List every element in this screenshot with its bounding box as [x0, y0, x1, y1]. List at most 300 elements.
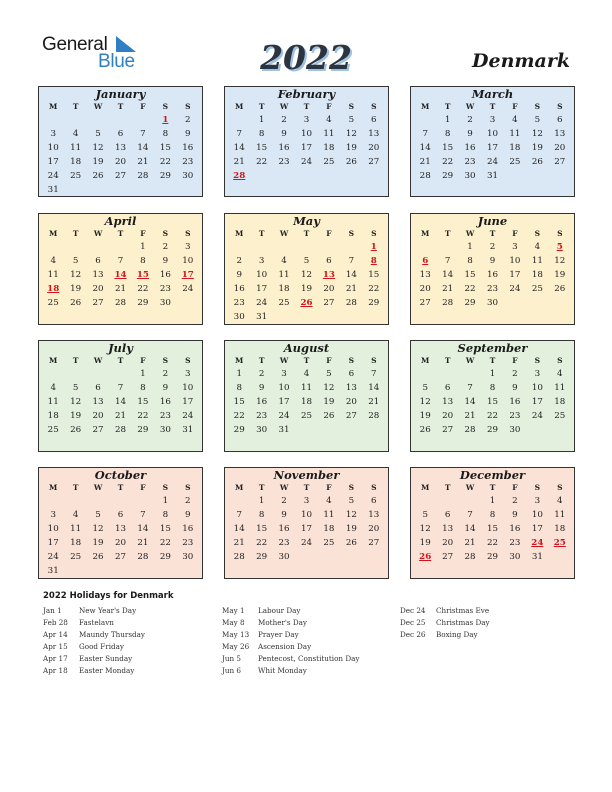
day-cell: 11: [554, 383, 566, 393]
week-row: [411, 550, 574, 564]
day-cell: 25: [278, 298, 290, 308]
day-cell: 20: [368, 524, 380, 534]
holiday-day-cell: 1: [370, 242, 377, 252]
holiday-item: [222, 665, 359, 677]
week-row: [225, 494, 388, 508]
day-cell: 19: [419, 538, 431, 548]
day-cell: 17: [47, 157, 59, 167]
weekday-label: S: [185, 102, 191, 111]
day-cell: 13: [442, 397, 454, 407]
day-cell: 26: [345, 538, 357, 548]
logo-general-text: General: [42, 34, 108, 55]
day-cell: 25: [531, 284, 543, 294]
empty-day-cell: [436, 240, 458, 254]
week-row: [411, 113, 574, 127]
empty-day-cell: [132, 564, 154, 578]
day-cell: 16: [159, 397, 171, 407]
week-row: [225, 310, 388, 324]
day-cell: 26: [531, 157, 543, 167]
weekday-label: F: [140, 102, 146, 111]
week-row: [225, 550, 388, 564]
day-cell: 30: [159, 425, 171, 435]
day-cell: 25: [509, 157, 521, 167]
weekday-label: M: [421, 356, 430, 365]
day-cell: 11: [323, 129, 335, 139]
empty-day-cell: [177, 296, 199, 310]
weekday-label: W: [93, 483, 103, 492]
holiday-date: Apr 17: [43, 654, 68, 663]
week-row: [39, 240, 202, 254]
week-row: [39, 423, 202, 437]
empty-day-cell: [109, 564, 131, 578]
day-cell: 16: [233, 284, 245, 294]
empty-day-cell: [459, 367, 481, 381]
week-row: [225, 141, 388, 155]
holiday-column: [43, 605, 145, 677]
holiday-day-cell: 15: [136, 270, 149, 280]
day-cell: 21: [137, 157, 149, 167]
day-cell: 19: [323, 397, 335, 407]
day-cell: 3: [185, 369, 191, 379]
day-cell: 2: [185, 496, 191, 506]
weekday-label: S: [162, 229, 169, 238]
day-cell: 3: [303, 115, 310, 125]
day-cell: 10: [182, 256, 194, 266]
holiday-name: New Year's Day: [79, 606, 137, 615]
day-cell: 8: [162, 510, 169, 520]
day-cell: 26: [419, 425, 431, 435]
empty-day-cell: [250, 240, 272, 254]
empty-day-cell: [340, 169, 362, 183]
day-cell: 1: [140, 242, 146, 252]
day-cell: 11: [554, 510, 566, 520]
month-name: November: [273, 468, 340, 482]
day-cell: 4: [50, 383, 56, 393]
week-row: [411, 127, 574, 141]
empty-day-cell: [504, 296, 526, 310]
month-name: August: [283, 341, 330, 355]
holiday-column: [400, 605, 490, 641]
day-cell: 10: [531, 383, 543, 393]
day-cell: 16: [278, 524, 290, 534]
day-cell: 16: [509, 397, 521, 407]
day-cell: 12: [92, 524, 104, 534]
empty-day-cell: [228, 494, 250, 508]
day-cell: 1: [162, 496, 169, 506]
day-cell: 3: [534, 369, 541, 379]
day-cell: 31: [486, 171, 499, 181]
day-cell: 11: [300, 383, 313, 393]
day-cell: 14: [137, 524, 149, 534]
day-cell: 3: [185, 242, 191, 252]
week-row: [411, 169, 574, 183]
month-september: [410, 340, 575, 452]
day-cell: 6: [348, 369, 355, 379]
day-cell: 30: [182, 171, 194, 181]
day-cell: 28: [464, 552, 476, 562]
day-cell: 5: [348, 115, 355, 125]
day-cell: 21: [464, 411, 476, 421]
day-cell: 15: [464, 270, 476, 280]
day-cell: 15: [256, 143, 268, 153]
empty-day-cell: [549, 296, 571, 310]
holiday-item: [400, 617, 490, 629]
weekday-label: F: [140, 229, 146, 238]
empty-day-cell: [228, 113, 250, 127]
empty-day-cell: [549, 550, 571, 564]
day-cell: 30: [509, 552, 521, 562]
day-cell: 25: [554, 411, 566, 421]
day-cell: 11: [47, 397, 59, 407]
weekday-label: T: [303, 356, 310, 365]
day-cell: 15: [233, 397, 245, 407]
weekday-label: F: [140, 356, 146, 365]
holiday-name: Ascension Day: [258, 642, 312, 651]
month-name: June: [477, 214, 508, 228]
day-cell: 12: [419, 397, 431, 407]
empty-day-cell: [436, 367, 458, 381]
day-cell: 9: [185, 510, 191, 520]
empty-day-cell: [109, 113, 131, 127]
weekday-header: [225, 228, 388, 240]
day-cell: 20: [345, 397, 357, 407]
holiday-day-cell: 26: [419, 552, 432, 562]
day-cell: 29: [486, 552, 499, 562]
empty-day-cell: [273, 169, 295, 183]
day-cell: 11: [278, 270, 290, 280]
day-cell: 6: [557, 115, 563, 125]
holiday-day-cell: 24: [531, 538, 544, 548]
day-cell: 2: [281, 496, 287, 506]
day-cell: 1: [258, 496, 265, 506]
month-january: [38, 86, 203, 197]
day-cell: 7: [236, 510, 242, 520]
weekday-label: W: [465, 483, 475, 492]
empty-day-cell: [154, 564, 176, 578]
weekday-label: M: [421, 483, 430, 492]
month-name: October: [94, 468, 147, 482]
holiday-name: Mother's Day: [258, 618, 307, 627]
empty-day-cell: [87, 240, 109, 254]
weekday-label: F: [326, 102, 332, 111]
day-cell: 15: [368, 270, 380, 280]
month-name: January: [95, 87, 146, 101]
day-cell: 7: [117, 256, 124, 266]
holiday-item: [222, 605, 359, 617]
day-cell: 8: [489, 510, 496, 520]
day-cell: 18: [70, 538, 82, 548]
day-cell: 14: [464, 524, 476, 534]
empty-day-cell: [318, 240, 340, 254]
week-row: [39, 395, 202, 409]
day-cell: 12: [70, 397, 82, 407]
weekday-label: T: [258, 483, 265, 492]
day-cell: 18: [554, 524, 566, 534]
year-title: 2022: [260, 38, 352, 77]
day-cell: 26: [92, 552, 104, 562]
day-cell: 12: [531, 129, 543, 139]
day-cell: 31: [47, 566, 59, 576]
weekday-header: [411, 101, 574, 113]
day-cell: 1: [489, 369, 496, 379]
week-row: [411, 522, 574, 536]
holiday-name: Fastelavn: [79, 618, 114, 627]
weekday-label: S: [557, 229, 563, 238]
day-cell: 5: [422, 383, 428, 393]
day-cell: 7: [467, 383, 473, 393]
empty-day-cell: [87, 564, 109, 578]
empty-day-cell: [273, 310, 295, 324]
holiday-date: Dec 24: [400, 606, 426, 615]
day-cell: 2: [236, 256, 242, 266]
day-cell: 28: [419, 171, 431, 181]
day-cell: 21: [233, 157, 245, 167]
day-cell: 21: [114, 411, 127, 421]
day-cell: 19: [554, 270, 566, 280]
day-cell: 28: [114, 425, 127, 435]
day-cell: 22: [368, 284, 380, 294]
weekday-label: M: [49, 102, 58, 111]
day-cell: 30: [278, 552, 290, 562]
day-cell: 23: [182, 157, 194, 167]
weekday-label: F: [326, 356, 332, 365]
day-cell: 20: [92, 411, 104, 421]
day-cell: 11: [47, 270, 59, 280]
holiday-date: Dec 26: [400, 630, 426, 639]
weekday-label: T: [489, 102, 496, 111]
day-cell: 27: [368, 157, 380, 167]
day-cell: 4: [50, 256, 56, 266]
day-cell: 29: [159, 171, 171, 181]
month-february: [224, 86, 389, 197]
holiday-day-cell: 1: [162, 115, 169, 125]
week-row: [411, 381, 574, 395]
month-june: [410, 213, 575, 325]
day-cell: 27: [92, 298, 104, 308]
holiday-item: [43, 629, 145, 641]
day-cell: 8: [236, 383, 242, 393]
day-cell: 23: [256, 411, 268, 421]
day-cell: 5: [303, 256, 310, 266]
day-cell: 27: [92, 425, 104, 435]
empty-day-cell: [414, 240, 436, 254]
weekday-header: [39, 101, 202, 113]
day-cell: 25: [300, 411, 313, 421]
empty-day-cell: [549, 423, 571, 437]
weekday-label: M: [49, 229, 58, 238]
day-cell: 3: [258, 256, 265, 266]
weekday-header: [39, 482, 202, 494]
day-cell: 18: [278, 284, 290, 294]
week-row: [39, 169, 202, 183]
weekday-label: F: [512, 483, 518, 492]
day-cell: 15: [486, 397, 499, 407]
week-row: [411, 409, 574, 423]
day-cell: 5: [326, 369, 332, 379]
month-name: April: [104, 214, 137, 228]
weekday-header: [225, 482, 388, 494]
weekday-header: [411, 355, 574, 367]
weekday-label: S: [162, 483, 169, 492]
holiday-day-cell: 6: [422, 256, 429, 266]
day-cell: 20: [114, 157, 127, 167]
empty-day-cell: [526, 169, 548, 183]
day-cell: 10: [300, 129, 313, 139]
month-november: [224, 467, 389, 579]
day-cell: 2: [512, 369, 518, 379]
holiday-name: Christmas Day: [436, 618, 490, 627]
week-row: [225, 282, 388, 296]
weekday-header: [411, 482, 574, 494]
day-cell: 3: [512, 242, 518, 252]
week-row: [225, 508, 388, 522]
week-row: [39, 183, 202, 197]
day-cell: 10: [47, 524, 59, 534]
day-cell: 21: [442, 284, 454, 294]
day-cell: 28: [442, 298, 454, 308]
day-cell: 8: [258, 510, 265, 520]
weekday-label: T: [117, 356, 124, 365]
day-cell: 2: [512, 496, 518, 506]
weekday-label: F: [512, 229, 518, 238]
week-row: [39, 155, 202, 169]
weekday-label: T: [117, 229, 124, 238]
day-cell: 12: [300, 270, 313, 280]
day-cell: 21: [464, 538, 476, 548]
day-cell: 11: [70, 143, 82, 153]
day-cell: 7: [371, 369, 377, 379]
week-row: [411, 536, 574, 550]
week-row: [411, 395, 574, 409]
empty-day-cell: [295, 423, 317, 437]
weekday-label: W: [93, 356, 103, 365]
day-cell: 16: [278, 143, 290, 153]
day-cell: 28: [137, 552, 149, 562]
day-cell: 7: [140, 510, 146, 520]
day-cell: 14: [345, 270, 357, 280]
day-cell: 18: [323, 143, 335, 153]
holiday-name: Pentecost, Constitution Day: [258, 654, 360, 663]
day-cell: 2: [489, 242, 496, 252]
day-cell: 2: [281, 115, 287, 125]
week-row: [225, 395, 388, 409]
day-cell: 11: [509, 129, 521, 139]
week-row: [39, 141, 202, 155]
empty-day-cell: [273, 240, 295, 254]
day-cell: 28: [137, 171, 149, 181]
weekday-header: [411, 228, 574, 240]
day-cell: 5: [72, 383, 79, 393]
day-cell: 24: [300, 157, 313, 167]
day-cell: 19: [92, 157, 104, 167]
empty-day-cell: [436, 494, 458, 508]
day-cell: 28: [345, 298, 357, 308]
day-cell: 22: [159, 538, 171, 548]
day-cell: 6: [95, 256, 101, 266]
day-cell: 15: [159, 143, 171, 153]
day-cell: 6: [95, 383, 101, 393]
holiday-name: Good Friday: [79, 642, 124, 651]
holiday-day-cell: 8: [370, 256, 377, 266]
week-row: [225, 409, 388, 423]
weekday-header: [39, 355, 202, 367]
holiday-date: Apr 15: [43, 642, 68, 651]
weekday-label: T: [72, 229, 79, 238]
day-cell: 20: [368, 143, 380, 153]
day-cell: 7: [236, 129, 242, 139]
day-cell: 21: [114, 284, 127, 294]
weekday-label: T: [489, 483, 496, 492]
empty-day-cell: [154, 183, 176, 197]
empty-day-cell: [64, 240, 86, 254]
day-cell: 13: [368, 129, 380, 139]
empty-day-cell: [42, 494, 64, 508]
weekday-label: T: [444, 483, 451, 492]
day-cell: 27: [442, 425, 454, 435]
day-cell: 20: [554, 143, 566, 153]
day-cell: 3: [303, 496, 310, 506]
empty-day-cell: [363, 550, 385, 564]
day-cell: 27: [554, 157, 566, 167]
holiday-name: Christmas Eve: [436, 606, 490, 615]
day-cell: 1: [140, 369, 146, 379]
weekday-header: [225, 101, 388, 113]
month-march: [410, 86, 575, 197]
day-cell: 26: [323, 411, 335, 421]
day-cell: 2: [185, 115, 191, 125]
week-row: [39, 127, 202, 141]
logo-blue-text: Blue: [98, 51, 135, 72]
weekday-label: M: [235, 102, 244, 111]
day-cell: 12: [323, 383, 335, 393]
holiday-item: [222, 617, 359, 629]
day-cell: 9: [258, 383, 265, 393]
holiday-item: [43, 665, 145, 677]
week-row: [39, 564, 202, 578]
week-row: [225, 296, 388, 310]
day-cell: 5: [72, 256, 79, 266]
day-cell: 4: [557, 369, 563, 379]
day-cell: 8: [444, 129, 451, 139]
week-row: [225, 169, 388, 183]
weekday-label: F: [326, 229, 332, 238]
week-row: [39, 508, 202, 522]
week-row: [411, 423, 574, 437]
week-row: [411, 367, 574, 381]
day-cell: 8: [140, 383, 146, 393]
day-cell: 29: [486, 425, 499, 435]
day-cell: 22: [159, 157, 171, 167]
day-cell: 14: [419, 143, 431, 153]
empty-day-cell: [64, 367, 86, 381]
day-cell: 31: [256, 312, 268, 322]
day-cell: 9: [236, 270, 242, 280]
day-cell: 19: [92, 538, 104, 548]
day-cell: 27: [419, 298, 431, 308]
empty-day-cell: [318, 423, 340, 437]
day-cell: 14: [368, 383, 380, 393]
day-cell: 4: [534, 242, 541, 252]
day-cell: 29: [464, 298, 476, 308]
holiday-name: Easter Monday: [79, 666, 135, 675]
holiday-item: [43, 641, 145, 653]
holidays-title: 2022 Holidays for Denmark: [43, 591, 174, 601]
day-cell: 13: [92, 270, 104, 280]
day-cell: 5: [95, 510, 101, 520]
day-cell: 7: [444, 256, 451, 266]
weekday-label: S: [371, 229, 377, 238]
holiday-day-cell: 28: [233, 171, 246, 181]
